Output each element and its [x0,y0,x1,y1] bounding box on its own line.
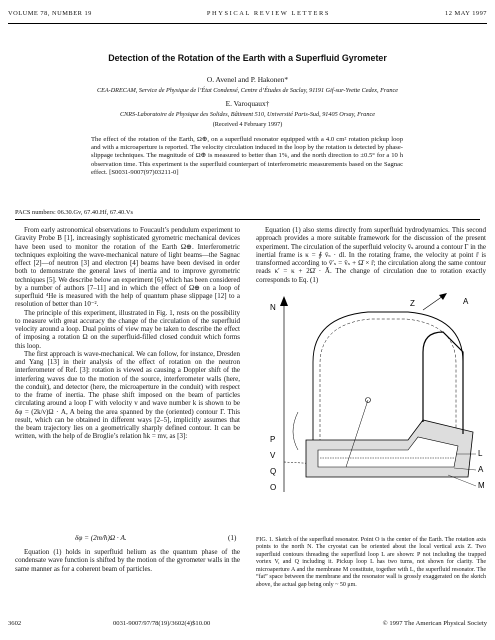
pickup-loop-tube [423,332,463,434]
header-date: 12 MAY 1997 [445,10,487,17]
header-journal: PHYSICAL REVIEW LETTERS [206,10,330,17]
footer-copyright: © 1997 The American Physical Society [382,620,487,627]
z-arrow [439,293,447,300]
running-header [8,10,487,22]
label-z: Z [410,299,415,308]
authors-line-1: O. Avenel and P. Hakonen* [206,75,289,84]
label-a-top: A [463,297,469,306]
figure-1-resonator-sketch [258,292,488,532]
left-paragraph-1: From early astronomical observations to Foucault’s pendulum experiment to Gravity Probe B [1], increasingly sophisticated gyrometric mechanical devices have been used to monitor the rotation of the Earth Ω⊕. Interferometric techniques exploiting the wave-mechanical nature of light beams—the Sagnac effect [2]—of neutron [3] and electron [4] beams have been devised in order both to demonstrate the general laws of inertia and to improve gyrometric techniques [5]. We describe below an experiment [6] which has been considered by a number of authors [7–11] and in which the effect of Ω⊕ on a loop of superfluid ⁴He is measured with the help of quantum phase slippage [12] to a resolution of better than 10⁻². [15,226,240,309]
north-arrow [280,296,288,306]
header-volume: VOLUME 78, NUMBER 19 [8,10,92,17]
left-column-end [15,548,240,573]
label-v: V [270,451,276,460]
page-number: 3602 [8,620,22,627]
left-paragraph-4: Equation (1) holds in superfluid helium as the quantum phase of the condensate wave function is shifted by the motion of the gyrometer walls in the same manner as for a coherent beam of particles. [15,548,240,573]
label-l: L [478,449,483,458]
abstract: The effect of the rotation of the Earth, Ω⊕, on a superfluid resonator equipped with a 4.0 cm² rotation pickup loop and with a microaperture is reported. The velocity circulation induced in the loop by the rotation is detected by phase-slippage techniques. The magnitude of Ω⊕ is measured to better than 1%, and the north direction to ±0.5° for a 10 h observation time. This experiment is the superfluid counterpart of interferometric measurements based on the Sagnac effect. [S0031-9007(97)03211-0] [91,136,403,176]
affiliation-1: CEA-DRECAM, Service de Physique de l’État Condensé, Centre d’Études de Saclay, 91191 Gif-sur-Yvette Cedex, France [96,87,399,94]
label-p: P [270,435,276,444]
label-a: A [478,465,484,474]
footer-code: 0031-9007/97/78(19)/3602(4)$10.00 [113,620,211,627]
page-footer [8,620,487,630]
right-paragraph-1: Equation (1) also stems directly from superfluid hydrodynamics. This second approach provides a more suitable framework for the discussion of the present experiment. The circulation of the superfluid velocity v̄ₛ around a contour Γ in the inertial frame is κ = ∮ v̄ₛ · dl. In the rotating frame, the velocity at point r̄ is transformed according to v̄′ₛ = v̄ₛ + Ω̄ × r̄; the circulation along the same contour reads κ′ = κ + 2Ω̄ · Ā. The change of circulation due to rotation exactly corresponds to Eq. (1) [256,226,486,284]
label-q: Q [270,467,277,476]
label-o: O [270,483,277,492]
equation-1-number: (1) [228,534,237,542]
header-rule [8,23,487,24]
affiliation-2: CNRS-Laboratoire de Physique des Solides, Bâtiment 510, Université Paris-Sud, 91405 Orsay, France [120,111,375,118]
z-axis-line [423,296,443,310]
pacs-numbers: PACS numbers: 06.30.Gv, 67.40.Hf, 67.40.Vs [15,209,133,216]
figure-1-caption: FIG. 1. Sketch of the superfluid resonator. Point O is the center of the Earth. The rotation axis points to the north N. The cryostat can be oriented about the local vertical axis Z. Two superfluid contours threading the superfluid loop L are shown: P not including the trapped vortex V, and Q including it. Pickup loop L has two turns, not shown for clarity. The microaperture A and the membrane M constitute, together with L, the superfluid resonator. The “fat” space between the membrane and the resonator wall is grossly exaggerated on the sketch above, the actual gap being only ~ 50 μm. [256,537,486,588]
label-m: M [478,481,485,490]
left-paragraph-2: The principle of this experiment, illustrated in Fig. 1, rests on the possibility to measure with great accuracy the change of the circulation of the superfluid velocity around a loop. Dual points of view may be taken to describe the effect of imposing a rotation Ω on the superfluid-filled closed conduit which forms this loop. [15,308,240,350]
label-n: N [270,303,276,312]
equation-1: δφ = (2m/ħ)Ω · A. [75,534,127,542]
contour-p-path [293,412,298,450]
received-date: (Received 4 February 1997) [212,121,283,128]
right-column [256,226,486,284]
left-paragraph-3: The first approach is wave-mechanical. We can follow, for instance, Dresden and Yang [13] in their analysis of the effect of rotation on the neutron interferometer of Ref. [3]: rotation is viewed as causing a Doppler shift of the interfering waves due to the motion of the source, interferometer walls (here, the conduit), and detector (here, the microaperture in the conduit) with respect to the frame of inertia. The phase shift imposed on the beam of particles circulating around a loop Γ with velocity v and wave number k is shown to be δφ = (2k/v)Ω · A, A being the area spanned by the (oriented) contour Γ. This result, which can be obtained in different ways [2–5], implicitly assumes that the beam trajectory lies on a geometrically sharply defined contour. It can be written, with the help of de Broglie’s relation ħk = mv, as [3]: [15,349,240,441]
left-column [15,226,240,441]
paper-title: Detection of the Rotation of the Earth with a Superfluid Gyrometer [108,53,387,63]
authors-line-2: E. Varoquaux† [225,99,270,108]
pacs-rule [15,219,480,220]
